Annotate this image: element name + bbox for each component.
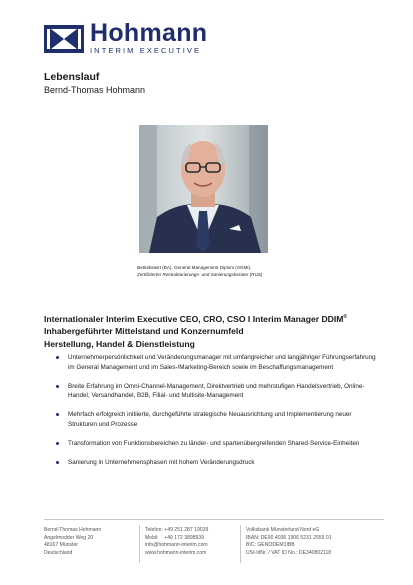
- registered-mark: ®: [343, 314, 348, 320]
- headline-role: [44, 311, 384, 325]
- footer-address: [44, 527, 101, 557]
- list-item: [56, 458, 376, 468]
- headline-industries: Herstellung, Handel & Dienstleistung: [44, 338, 195, 349]
- footer-address-street: Angelmodder Weg 20: [44, 534, 94, 541]
- headline-environment: Inhabergeführter Mittelstand und Konzernumfeld: [44, 326, 244, 337]
- footer-separator: [139, 525, 140, 563]
- bullet-icon: [56, 461, 59, 464]
- caption-line-certification: Zertifizierter Restrukturierungs- und Sanierungsberater (RUS): [137, 272, 263, 277]
- bullet-icon: [56, 442, 59, 445]
- company-logo: [44, 19, 208, 55]
- logo-hourglass-icon: [44, 25, 84, 53]
- person-name: Bernd-Thomas Hohmann: [44, 85, 146, 95]
- portrait-photo: [139, 125, 268, 253]
- list-item: [56, 439, 376, 449]
- footer-vat-id: USt-IdNr. / VAT ID No.: DE340802118: [246, 549, 332, 556]
- footer-separator: [240, 525, 241, 563]
- footer-contact: [145, 527, 208, 557]
- footer-iban: IBAN: DE90 4036 1906 5231 2555 01: [246, 534, 332, 541]
- footer-address-name: Bernd-Thomas Hohmann: [44, 527, 102, 533]
- list-item-text: Transformation von Funktionsbereichen zu länder- und spartenübergreifenden Shared-Service-Einheiten: [68, 439, 360, 447]
- profile-headline: [44, 311, 384, 350]
- list-item-text: Mehrfach erfolgreich initiierte, durchgeführte strategische Neuausrichtung und Implementierung neuer Strukturen und Prozesse: [68, 411, 352, 428]
- logo-text: [90, 19, 208, 55]
- document-title: Lebenslauf: [44, 71, 100, 83]
- bullet-icon: [56, 385, 59, 388]
- headline-role-text: Internationaler Interim Executive CEO, CRO, CSO I Interim Manager DDIM: [44, 313, 344, 324]
- footer-phone: Telefon: +49 251 287 19039: [145, 527, 209, 533]
- list-item: [56, 382, 376, 402]
- footer-mobile: Mobil: +49 172 3898939: [145, 534, 205, 541]
- list-item-text: Sanierung in Unternehmensphasen mit hohem Veränderungsdruck: [68, 458, 255, 466]
- footer-bic: BIC: GENODEM1IBB: [246, 542, 295, 549]
- list-item: [56, 410, 376, 430]
- footer-address-city: 48167 Münster: [44, 542, 78, 549]
- brand-subtitle: INTERIM EXECUTIVE: [90, 46, 202, 55]
- footer-divider: [44, 519, 384, 520]
- experience-list: [56, 353, 376, 467]
- brand-name: Hohmann: [90, 19, 208, 47]
- list-item: [56, 353, 376, 373]
- list-item-text: Unternehmerpersönlichkeit und Veränderungsmanager mit umfangreicher und langjähriger Führungserfahrung im General Management und im Sales-/Marketing-Bereich sowie im Beschaffungsmanagement: [68, 354, 376, 371]
- footer-email-link[interactable]: info@hohmann-interim.com: [145, 542, 208, 549]
- bullet-icon: [56, 356, 59, 359]
- footer-address-country: Deutschland: [44, 549, 73, 556]
- footer-website-link[interactable]: www.hohmann-interim.com: [145, 549, 207, 556]
- footer-bank-name: Volksbank Münsterland Nord eG: [246, 527, 320, 533]
- list-item-text: Breite Erfahrung im Omni-Channel-Management, Direktvertrieb und mehrstufigen Handelsvertrieb, Online-Handel, Versandhandel, B2B, Filial- und Multisite-Management: [68, 382, 365, 400]
- caption-line-qualifications: Betriebswirt (BA), General Management Diplom (SGMI),: [137, 265, 252, 270]
- bullet-icon: [56, 413, 59, 416]
- footer-bank: [246, 527, 332, 557]
- photo-caption: [137, 264, 377, 278]
